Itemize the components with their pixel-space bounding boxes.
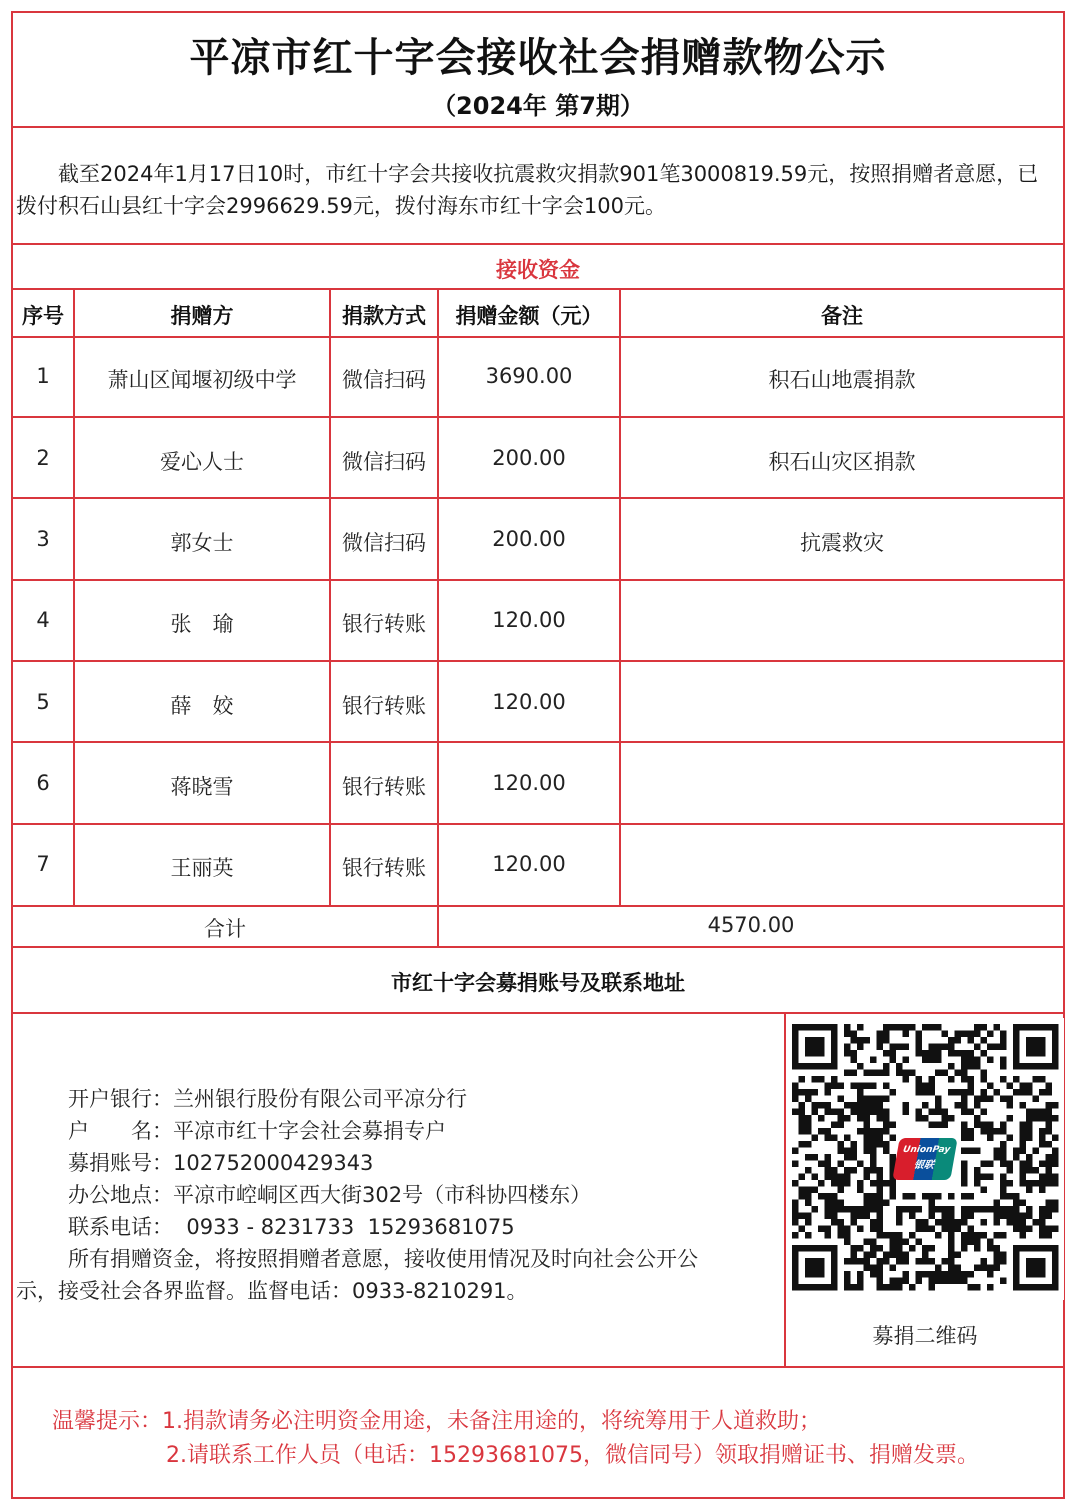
divider <box>11 243 1065 245</box>
header-method: 捐款方式 <box>342 304 426 328</box>
row-note: 抗震救灾 <box>800 531 884 555</box>
divider <box>11 126 1065 128</box>
divider <box>11 1012 1065 1014</box>
row-method: 银行转账 <box>342 694 426 718</box>
office-address: 办公地点：平凉市崆峒区西大街302号（市科协四楼东） <box>68 1183 592 1207</box>
row-method: 微信扫码 <box>342 368 426 392</box>
row-method: 微信扫码 <box>342 450 426 474</box>
total-value: 4570.00 <box>707 913 795 937</box>
divider <box>11 741 1065 743</box>
row-no: 1 <box>36 364 50 388</box>
section-account-title: 市红十字会募捐账号及联系地址 <box>391 971 685 995</box>
divider <box>11 579 1065 581</box>
warning-line-2: 2.请联系工作人员（电话：15293681075，微信同号）领取捐赠证书、捐赠发票。 <box>166 1443 979 1468</box>
row-donor: 张 瑜 <box>170 612 234 636</box>
account-number: 募捐账号：102752000429343 <box>68 1151 374 1175</box>
row-amount: 3690.00 <box>485 364 573 388</box>
page-title: 平凉市红十字会接收社会捐赠款物公示 <box>189 35 887 81</box>
row-amount: 120.00 <box>492 690 566 714</box>
row-amount: 120.00 <box>492 608 566 632</box>
row-amount: 200.00 <box>492 446 566 470</box>
row-donor: 王丽英 <box>170 856 234 880</box>
summary-paragraph: 截至2024年1月17日10时，市红十字会共接收抗震救灾捐款901笔3000819.59元，按照捐赠者意愿，已拨付积石山县红十字会2996629.59元，拨付海东市红十字会100元。 <box>16 162 1039 218</box>
row-no: 5 <box>36 690 50 714</box>
row-no: 3 <box>36 527 50 551</box>
divider <box>11 946 1065 948</box>
row-amount: 120.00 <box>492 852 566 876</box>
header-no: 序号 <box>22 304 64 328</box>
contact-phone: 联系电话： 0933 - 8231733 15293681075 <box>68 1215 515 1239</box>
row-donor: 蒋晓雪 <box>170 775 234 799</box>
unionpay-logo <box>892 1138 957 1180</box>
row-no: 2 <box>36 446 50 470</box>
row-method: 银行转账 <box>342 856 426 880</box>
statement-line-2: 示，接受社会各界监督。监督电话：0933-8210291。 <box>16 1279 528 1303</box>
row-donor: 萧山区闻堰初级中学 <box>107 368 297 392</box>
section-received-title: 接收资金 <box>496 258 580 282</box>
divider <box>11 288 1065 290</box>
row-donor: 郭女士 <box>170 531 234 555</box>
row-method: 银行转账 <box>342 612 426 636</box>
row-note: 积石山灾区捐款 <box>768 450 916 474</box>
donation-qr-code <box>786 1018 1064 1300</box>
divider <box>11 823 1065 825</box>
row-method: 微信扫码 <box>342 531 426 555</box>
row-no: 6 <box>36 771 50 795</box>
qr-caption: 募捐二维码 <box>872 1324 978 1348</box>
issue-number: （2024年 第7期） <box>432 92 644 120</box>
divider <box>11 416 1065 418</box>
account-holder: 户 名：平凉市红十字会社会募捐专户 <box>68 1119 446 1143</box>
divider <box>11 497 1065 499</box>
row-no: 4 <box>36 608 50 632</box>
divider <box>11 905 1065 907</box>
warning-line-1: 温馨提示：1.捐款请务必注明资金用途，未备注用途的，将统筹用于人道救助； <box>52 1409 821 1434</box>
row-method: 银行转账 <box>342 775 426 799</box>
unionpay-logo-text: UnionPay <box>902 1145 951 1155</box>
statement-line-1: 所有捐赠资金，将按照捐赠者意愿，接收使用情况及时向社会公开公 <box>68 1247 698 1271</box>
row-amount: 120.00 <box>492 771 566 795</box>
row-note: 积石山地震捐款 <box>768 368 916 392</box>
divider <box>11 336 1065 338</box>
row-donor: 薛 姣 <box>170 694 234 718</box>
bank-name: 开户银行：兰州银行股份有限公司平凉分行 <box>68 1087 467 1111</box>
divider <box>11 660 1065 662</box>
header-donor: 捐赠方 <box>170 304 234 328</box>
header-note: 备注 <box>821 304 863 328</box>
divider <box>11 1366 1065 1368</box>
row-no: 7 <box>36 852 50 876</box>
header-amount: 捐赠金额（元） <box>455 304 603 328</box>
row-amount: 200.00 <box>492 527 566 551</box>
row-donor: 爱心人士 <box>160 450 244 474</box>
total-label: 合计 <box>204 917 246 941</box>
unionpay-logo-cn: 银联 <box>912 1160 935 1171</box>
